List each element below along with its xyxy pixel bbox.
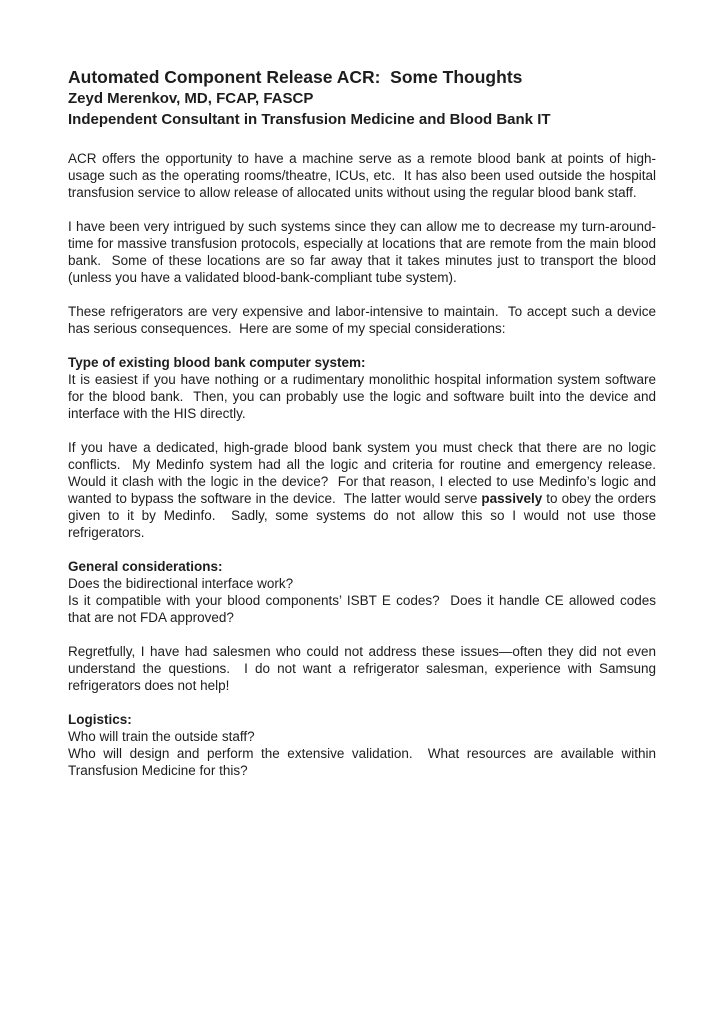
paragraph-refrigerators: These refrigerators are very expensive and labor-intensive to maintain. To accept such a device has serious consequences. Here are some of my special considerations: — [68, 304, 660, 336]
paragraph-medinfo-text-before: If you have a dedicated, high-grade blood bank system you must check that there are no logic conflicts. My Medinfo system had all the logic and criteria for routine and emergency release. Would it clash with the logic in the device? For that reason, I elected to use Medinfo’s logic and wanted to bypass the software in the device. The latter would serve — [68, 440, 664, 506]
credentials-line: Independent Consultant in Transfusion Medicine and Blood Bank IT — [68, 111, 551, 128]
section-heading-general-considerations: General considerations: — [68, 559, 223, 574]
author-line: Zeyd Merenkov, MD, FCAP, FASCP — [68, 90, 314, 107]
line-bidirectional-interface: Does the bidirectional interface work? — [68, 576, 294, 591]
document-content — [68, 66, 664, 779]
section-heading-logistics: Logistics: — [68, 712, 132, 727]
document-header — [68, 66, 656, 130]
paragraph-salesmen: Regretfully, I have had salesmen who could not address these issues—often they did not even understand the questions. I do not want a refrigerator salesman, experience with Samsung refrigerators does not help! — [68, 644, 660, 693]
paragraph-intrigued: I have been very intrigued by such systems since they can allow me to decrease my turn-around-time for massive transfusion protocols, especially at locations that are remote from the main blood bank. Some of these locations are so far away that it takes minutes just to transport the blood (unless you have a validated blood-bank-compliant tube system). — [68, 219, 660, 285]
paragraph-easiest: It is easiest if you have nothing or a rudimentary monolithic hospital information system software for the blood bank. Then, you can probably use the logic and software built into the device and interface with the HIS directly. — [68, 372, 660, 421]
paragraph-acr-overview: ACR offers the opportunity to have a machine serve as a remote blood bank at points of high-usage such as the operating rooms/theatre, ICUs, etc. It has also been used outside the hospital transfusion service to allow release of allocated units without using the regular blood bank staff. — [68, 151, 660, 200]
paragraph-compatible: Is it compatible with your blood components’ ISBT E codes? Does it handle CE allowed codes that are not FDA approved? — [68, 593, 660, 625]
paragraph-medinfo — [68, 439, 664, 541]
line-train-staff: Who will train the outside staff? — [68, 729, 255, 744]
paragraph-medinfo-text-after: to obey the orders given to it by Medinfo. Sadly, some systems do not allow this so I would not use those refrigerators. — [68, 491, 660, 540]
page-title: Automated Component Release ACR: Some Thoughts — [68, 67, 523, 87]
section-heading-computer-system: Type of existing blood bank computer system: — [68, 355, 366, 370]
paragraph-medinfo-bold-word: passively — [481, 491, 543, 506]
paragraph-validation: Who will design and perform the extensive validation. What resources are available within Transfusion Medicine for this? — [68, 746, 660, 778]
